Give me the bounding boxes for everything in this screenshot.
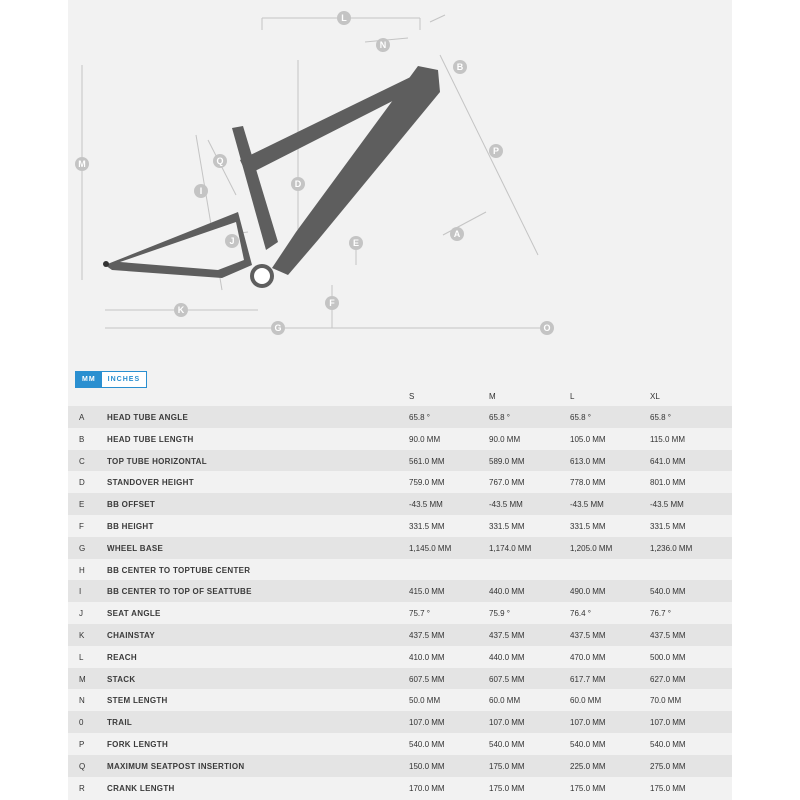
row-letter: P (79, 739, 85, 749)
value-size-xl: 641.0 MM (650, 456, 686, 466)
table-row (68, 602, 732, 624)
value-size-m: 1,174.0 MM (489, 543, 532, 553)
value-size-m: 107.0 MM (489, 718, 525, 728)
dimension-d-label: D (294, 179, 302, 189)
value-size-s: 607.5 MM (409, 674, 445, 684)
row-letter: Q (79, 761, 86, 771)
value-size-xl: 76.7 ° (650, 609, 671, 619)
value-size-xl: 115.0 MM (650, 434, 685, 444)
dimension-n-label: N (379, 40, 387, 50)
table-row (68, 515, 732, 537)
value-size-l: 107.0 MM (570, 718, 606, 728)
row-letter: R (79, 783, 85, 793)
row-letter: M (79, 674, 86, 684)
unit-mm-button[interactable]: MM (76, 372, 102, 387)
size-header-m: M (489, 392, 496, 401)
value-size-xl: 437.5 MM (650, 630, 686, 640)
row-measurement-name: STANDOVER HEIGHT (107, 478, 194, 488)
frame-geometry-diagram (0, 0, 800, 360)
table-row (68, 559, 732, 581)
row-letter: G (79, 543, 86, 553)
table-row (68, 777, 732, 799)
value-size-xl: -43.5 MM (650, 500, 684, 510)
table-row (68, 406, 732, 428)
value-size-l: 331.5 MM (570, 521, 606, 531)
dimension-badges (75, 11, 554, 335)
value-size-l: 613.0 MM (570, 456, 606, 466)
dimension-j-badge (225, 234, 239, 248)
value-size-s: 331.5 MM (409, 521, 445, 531)
table-row (68, 471, 732, 493)
row-measurement-name: BB OFFSET (107, 500, 156, 510)
row-measurement-name: HEAD TUBE ANGLE (107, 413, 189, 422)
size-header-l: L (570, 392, 575, 401)
value-size-m: 175.0 MM (489, 783, 525, 793)
value-size-xl: 175.0 MM (650, 783, 686, 793)
row-measurement-name: BB CENTER TO TOPTUBE CENTER (107, 565, 251, 575)
dimension-k-badge (174, 303, 188, 317)
value-size-l: 617.7 MM (570, 674, 606, 684)
dimension-q-badge (213, 154, 227, 168)
value-size-xl: 801.0 MM (650, 478, 686, 488)
value-size-l: 490.0 MM (570, 587, 606, 597)
dimension-f-label: F (329, 298, 335, 308)
table-row (68, 689, 732, 711)
value-size-xl: 627.0 MM (650, 674, 686, 684)
value-size-l: 470.0 MM (570, 652, 606, 662)
value-size-s: 1,145.0 MM (409, 543, 452, 553)
value-size-s: 65.8 ° (409, 413, 430, 422)
value-size-s: 170.0 MM (409, 783, 445, 793)
value-size-xl: 107.0 MM (650, 718, 686, 728)
row-letter: D (79, 478, 85, 488)
table-row (68, 668, 732, 690)
value-size-m: 440.0 MM (489, 652, 525, 662)
row-letter: 0 (79, 718, 84, 728)
row-letter: H (79, 565, 85, 575)
table-row (68, 755, 732, 777)
row-letter: K (79, 630, 85, 640)
value-size-m: 65.8 ° (489, 413, 510, 422)
value-size-l: 778.0 MM (570, 478, 606, 488)
row-measurement-name: BB HEIGHT (107, 521, 154, 531)
value-size-m: -43.5 MM (489, 500, 523, 510)
value-size-s: 540.0 MM (409, 739, 445, 749)
row-letter: E (79, 500, 85, 510)
value-size-xl: 331.5 MM (650, 521, 686, 531)
value-size-m: 540.0 MM (489, 739, 525, 749)
dimension-e-badge (349, 236, 363, 250)
value-size-m: 60.0 MM (489, 696, 521, 706)
row-measurement-name: STACK (107, 674, 136, 684)
size-header-s: S (409, 392, 415, 401)
value-size-s: 90.0 MM (409, 434, 441, 444)
geometry-table (68, 406, 732, 798)
value-size-s: 410.0 MM (409, 652, 445, 662)
row-measurement-name: CRANK LENGTH (107, 783, 175, 793)
value-size-s: 759.0 MM (409, 478, 445, 488)
bike-frame (103, 66, 440, 288)
row-letter: J (79, 609, 83, 619)
value-size-m: 437.5 MM (489, 630, 525, 640)
dimension-f-badge (325, 296, 339, 310)
dimension-e-label: E (352, 238, 360, 248)
value-size-m: 331.5 MM (489, 521, 525, 531)
value-size-xl: 540.0 MM (650, 739, 686, 749)
dimension-p-badge (489, 144, 503, 158)
row-measurement-name: WHEEL BASE (107, 543, 164, 553)
table-row (68, 711, 732, 733)
dimension-n-badge (376, 38, 390, 52)
value-size-m: 607.5 MM (489, 674, 525, 684)
value-size-l: 437.5 MM (570, 630, 606, 640)
dimension-b-badge (453, 60, 467, 74)
value-size-l: 60.0 MM (570, 696, 602, 706)
size-header-xl: XL (650, 392, 660, 401)
value-size-xl: 540.0 MM (650, 587, 686, 597)
table-row (68, 624, 732, 646)
value-size-l: 1,205.0 MM (570, 543, 613, 553)
table-row (68, 450, 732, 472)
row-measurement-name: REACH (107, 652, 137, 662)
dimension-l-label: L (341, 13, 347, 23)
value-size-s: 437.5 MM (409, 630, 445, 640)
value-size-xl: 65.8 ° (650, 413, 671, 422)
value-size-xl: 275.0 MM (650, 761, 686, 771)
value-size-xl: 500.0 MM (650, 652, 686, 662)
value-size-s: 75.7 ° (409, 609, 430, 619)
value-size-s: 150.0 MM (409, 761, 445, 771)
dimension-i-label: I (199, 186, 203, 196)
value-size-l: 65.8 ° (570, 413, 591, 422)
value-size-l: 175.0 MM (570, 783, 606, 793)
value-size-l: -43.5 MM (570, 500, 604, 510)
value-size-m: 767.0 MM (489, 478, 525, 488)
row-letter: L (79, 652, 84, 662)
value-size-l: 225.0 MM (570, 761, 606, 771)
table-row (68, 733, 732, 755)
unit-toggle[interactable] (75, 371, 147, 388)
row-letter: A (79, 413, 85, 422)
row-measurement-name: TOP TUBE HORIZONTAL (107, 456, 207, 466)
row-letter: F (79, 521, 84, 531)
table-row (68, 580, 732, 602)
value-size-xl: 70.0 MM (650, 696, 682, 706)
dimension-a-badge (450, 227, 464, 241)
dimension-i-badge (194, 184, 208, 198)
dimension-g-badge (271, 321, 285, 335)
dimension-o-badge (540, 321, 554, 335)
value-size-s: 561.0 MM (409, 456, 445, 466)
table-row (68, 428, 732, 450)
row-measurement-name: CHAINSTAY (107, 630, 156, 640)
dimension-m-label: M (78, 159, 86, 169)
value-size-l: 76.4 ° (570, 609, 591, 619)
row-measurement-name: TRAIL (107, 718, 133, 728)
size-header-row (0, 388, 800, 404)
value-size-m: 90.0 MM (489, 434, 521, 444)
value-size-s: 50.0 MM (409, 696, 441, 706)
row-measurement-name: MAXIMUM SEATPOST INSERTION (107, 761, 245, 771)
value-size-s: -43.5 MM (409, 500, 443, 510)
dimension-b-label: B (456, 62, 464, 72)
dimension-a-label: A (453, 229, 461, 239)
row-measurement-name: STEM LENGTH (107, 696, 168, 706)
dimension-g-label: G (274, 323, 282, 333)
table-row (68, 493, 732, 515)
unit-inches-button[interactable]: INCHES (102, 372, 146, 387)
row-letter: I (79, 587, 82, 597)
value-size-m: 175.0 MM (489, 761, 525, 771)
dimension-k-label: K (177, 305, 185, 315)
value-size-l: 105.0 MM (570, 434, 606, 444)
value-size-m: 75.9 ° (489, 609, 510, 619)
row-measurement-name: FORK LENGTH (107, 739, 169, 749)
table-row (68, 537, 732, 559)
dimension-o-label: O (543, 323, 551, 333)
value-size-xl: 1,236.0 MM (650, 543, 693, 553)
value-size-l: 540.0 MM (570, 739, 606, 749)
row-letter: C (79, 456, 85, 466)
value-size-s: 415.0 MM (409, 587, 445, 597)
dimension-j-label: J (229, 236, 235, 246)
row-measurement-name: SEAT ANGLE (107, 609, 161, 619)
dimension-m-badge (75, 157, 89, 171)
dimension-q-label: Q (216, 156, 224, 166)
value-size-m: 589.0 MM (489, 456, 525, 466)
value-size-m: 440.0 MM (489, 587, 525, 597)
row-letter: N (79, 696, 85, 706)
table-row (68, 646, 732, 668)
value-size-s: 107.0 MM (409, 718, 445, 728)
row-measurement-name: HEAD TUBE LENGTH (107, 434, 194, 444)
dimension-lines (82, 15, 545, 328)
dimension-p-label: P (492, 146, 500, 156)
dimension-l-badge (337, 11, 351, 25)
row-measurement-name: BB CENTER TO TOP OF SEATTUBE (107, 587, 252, 597)
dimension-d-badge (291, 177, 305, 191)
row-letter: B (79, 434, 85, 444)
